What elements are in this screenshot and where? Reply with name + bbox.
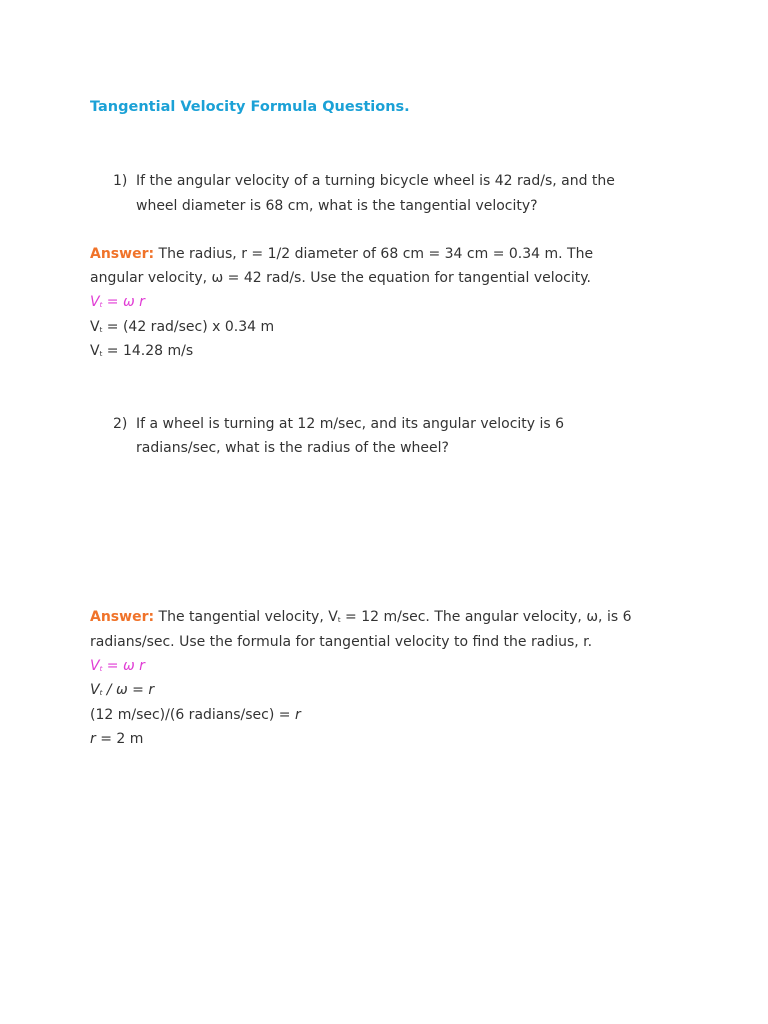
answer-1-line-2: angular velocity, ω = 42 rad/s. Use the equation for tangential velocity. bbox=[90, 270, 591, 286]
answer-1-line-1 bbox=[90, 242, 593, 266]
answer-1-formula-2 bbox=[90, 315, 274, 342]
question-2-number: 2) bbox=[113, 416, 128, 432]
page-title: Tangential Velocity Formula Questions. bbox=[90, 99, 410, 115]
formula-variable: V bbox=[90, 682, 100, 698]
formula-subscript: t bbox=[99, 326, 103, 334]
formula-variable-r: r bbox=[90, 731, 96, 747]
answer-1-formula-3 bbox=[90, 339, 193, 366]
answer-2-formula-1 bbox=[90, 654, 145, 681]
formula-subscript: t bbox=[99, 350, 103, 358]
formula-expression: = 2 m bbox=[95, 731, 144, 747]
formula-variable-r: r bbox=[148, 682, 155, 698]
formula-expression: = 14.28 m/s bbox=[102, 343, 194, 359]
formula-subscript: t bbox=[99, 689, 103, 697]
formula-expression: = ω r bbox=[102, 294, 145, 310]
formula-subscript: t bbox=[337, 616, 341, 624]
formula-expression: = (42 rad/sec) x 0.34 m bbox=[102, 319, 275, 335]
answer-2-formula-2 bbox=[90, 678, 154, 705]
question-2-line-1: If a wheel is turning at 12 m/sec, and its angular velocity is 6 bbox=[136, 416, 565, 432]
answer-2-label: Answer: bbox=[90, 609, 155, 625]
question-2-line-2: radians/sec, what is the radius of the wheel? bbox=[136, 440, 449, 456]
answer-2-line-2: radians/sec. Use the formula for tangential velocity to find the radius, r. bbox=[90, 634, 593, 650]
question-1-line-1: If the angular velocity of a turning bicycle wheel is 42 rad/s, and the bbox=[136, 173, 615, 189]
answer-2-text-pre: The tangential velocity, V bbox=[154, 609, 338, 625]
answer-2-formula-4 bbox=[90, 727, 143, 751]
formula-variable: V bbox=[90, 343, 100, 359]
formula-subscript: t bbox=[99, 301, 103, 309]
formula-variable: V bbox=[90, 319, 100, 335]
answer-2-text-post: = 12 m/sec. The angular velocity, ω, is 6 bbox=[340, 609, 632, 625]
formula-subscript: t bbox=[99, 665, 103, 673]
formula-expression: / ω = bbox=[102, 682, 149, 698]
question-1-line-2: wheel diameter is 68 cm, what is the tangential velocity? bbox=[136, 198, 538, 214]
formula-variable: V bbox=[90, 658, 100, 674]
formula-variable-r: r bbox=[294, 707, 301, 723]
formula-variable: V bbox=[90, 294, 100, 310]
answer-1-formula-1 bbox=[90, 290, 145, 317]
answer-1-label: Answer: bbox=[90, 246, 155, 262]
formula-expression: = ω r bbox=[102, 658, 145, 674]
answer-2-line-1 bbox=[90, 605, 632, 632]
question-1-number: 1) bbox=[113, 173, 128, 189]
formula-expression: (12 m/sec)/(6 radians/sec) = bbox=[90, 707, 295, 723]
answer-1-text: The radius, r = 1/2 diameter of 68 cm = 34 cm = 0.34 m. The bbox=[154, 246, 594, 262]
answer-2-formula-3 bbox=[90, 703, 301, 727]
